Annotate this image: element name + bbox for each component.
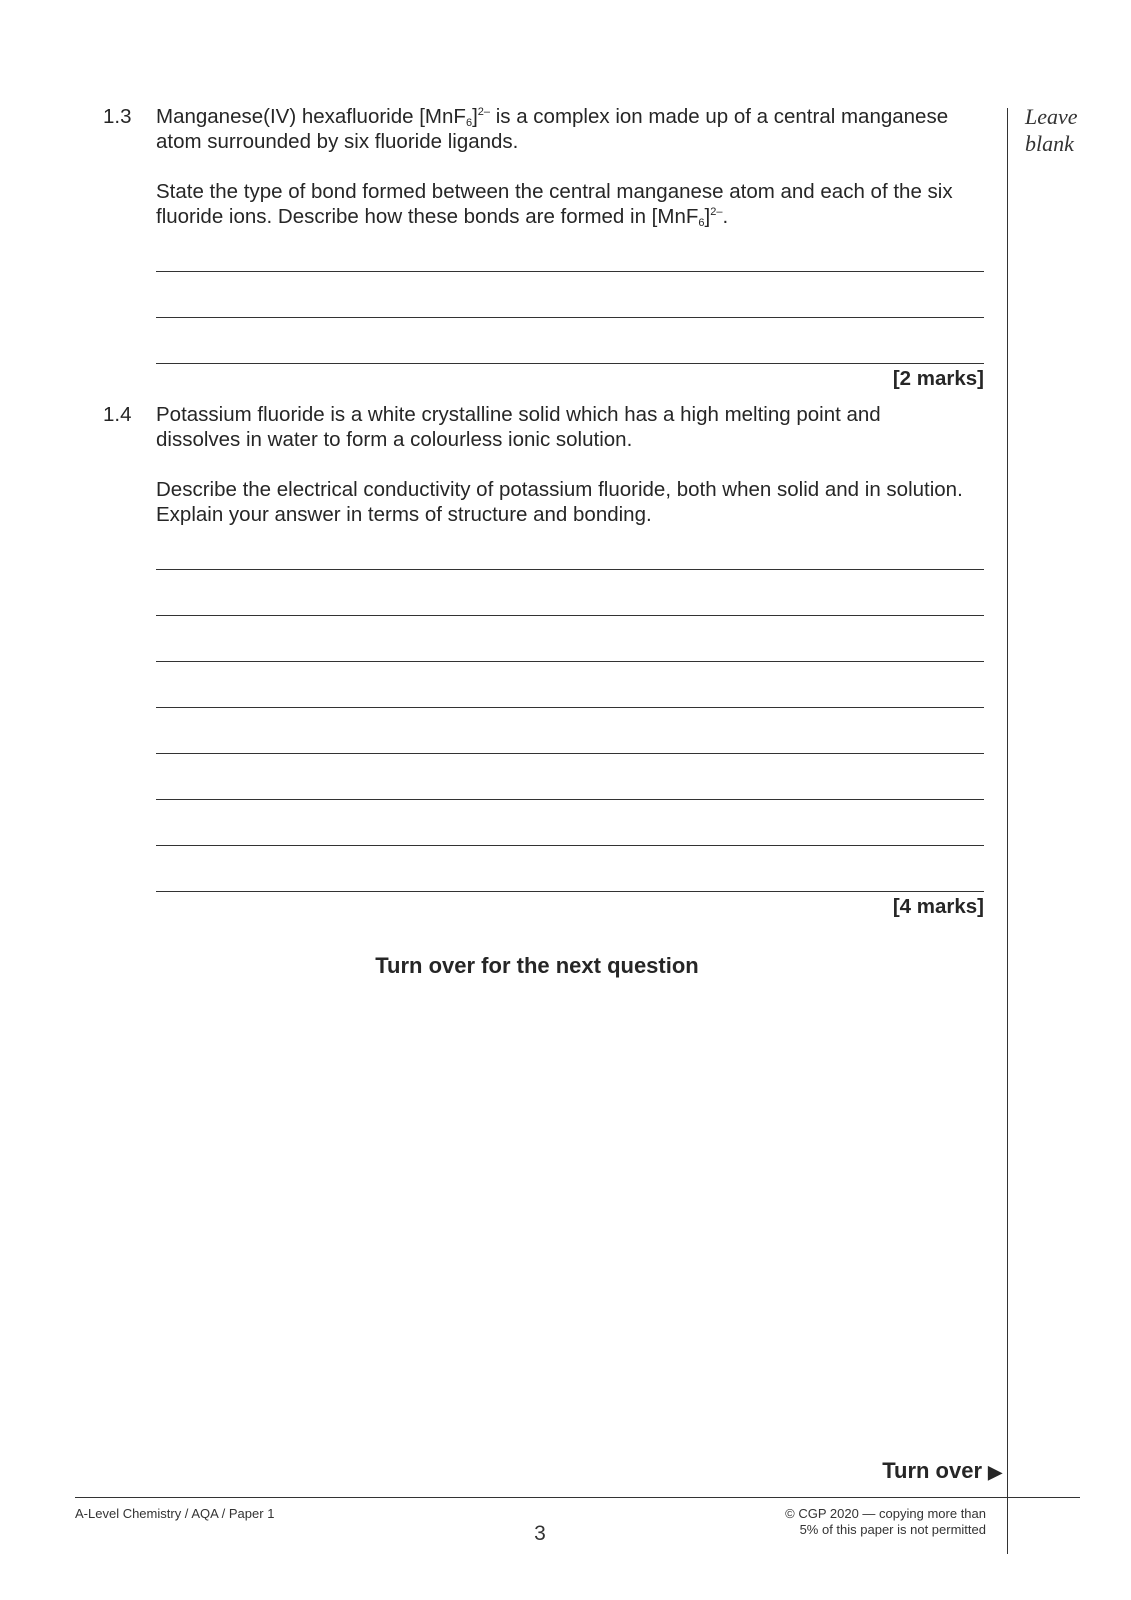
footer-divider [75, 1497, 1080, 1498]
question-number-1-4: 1.4 [103, 403, 132, 426]
question-1-4-stem [156, 402, 986, 452]
question-1-3-stem [156, 104, 986, 154]
stem-superscript: 2– [477, 106, 491, 118]
question-1-4-line2: dissolves in water to form a colourless ionic solution. [156, 428, 633, 451]
answer-line[interactable] [156, 317, 984, 318]
stem-text-a: Manganese(IV) hexafluoride [MnF [156, 105, 466, 128]
page-number: 3 [534, 1522, 546, 1545]
footer-copyright [760, 1506, 986, 1538]
prompt-subscript: 6 [698, 217, 705, 229]
question-1-4-line1: Potassium fluoride is a white crystalline solid which has a high melting point and [156, 403, 881, 426]
question-1-4-prompt [156, 477, 996, 527]
copyright-line2: 5% of this paper is not permitted [799, 1522, 986, 1537]
answer-line[interactable] [156, 891, 984, 892]
answer-line[interactable] [156, 615, 984, 616]
answer-line[interactable] [156, 707, 984, 708]
blank-word: blank [1025, 131, 1074, 156]
stem-text-b: ] [472, 105, 478, 128]
stem-subscript: 6 [465, 117, 473, 129]
copyright-line1: © CGP 2020 — copying more than [785, 1506, 986, 1521]
question-1-3-line2: atom surrounded by six fluoride ligands. [156, 130, 519, 153]
stem-text-c: is a complex ion made up of a central manganese [490, 105, 949, 128]
answer-line[interactable] [156, 271, 984, 272]
question-1-3-prompt-line2 [156, 204, 986, 229]
answer-line[interactable] [156, 363, 984, 364]
leave-blank-label [1025, 103, 1078, 157]
answer-line[interactable] [156, 845, 984, 846]
prompt-text-c: . [722, 205, 729, 228]
question-1-4-prompt-line2: Explain your answer in terms of structure and bonding. [156, 503, 652, 526]
margin-divider [1007, 108, 1008, 1554]
prompt-text-b: ] [704, 205, 711, 228]
answer-line[interactable] [156, 569, 984, 570]
prompt-superscript: 2– [710, 206, 723, 218]
footer-left: A-Level Chemistry / AQA / Paper 1 [75, 1506, 275, 1521]
leave-word: Leave [1025, 104, 1078, 129]
question-1-3-prompt-line1: State the type of bond formed between the central manganese atom and each of the six [156, 180, 953, 203]
question-1-3-line1 [156, 104, 986, 129]
prompt-text-a: fluoride ions. Describe how these bonds are formed in [MnF [156, 205, 699, 228]
turn-over-label: Turn over [882, 1458, 983, 1483]
marks-1-4: [4 marks] [892, 895, 984, 918]
marks-1-3: [2 marks] [892, 367, 984, 390]
question-1-3-prompt [156, 179, 986, 229]
arrow-right-icon: ▶ [988, 1462, 1002, 1482]
answer-line[interactable] [156, 753, 984, 754]
answer-line[interactable] [156, 799, 984, 800]
turn-over [840, 1458, 1002, 1485]
turn-over-next-question: Turn over for the next question [375, 953, 699, 978]
question-number-1-3: 1.3 [103, 105, 132, 128]
answer-line[interactable] [156, 661, 984, 662]
question-1-4-prompt-line1: Describe the electrical conductivity of potassium fluoride, both when solid and in solution. [156, 478, 963, 501]
